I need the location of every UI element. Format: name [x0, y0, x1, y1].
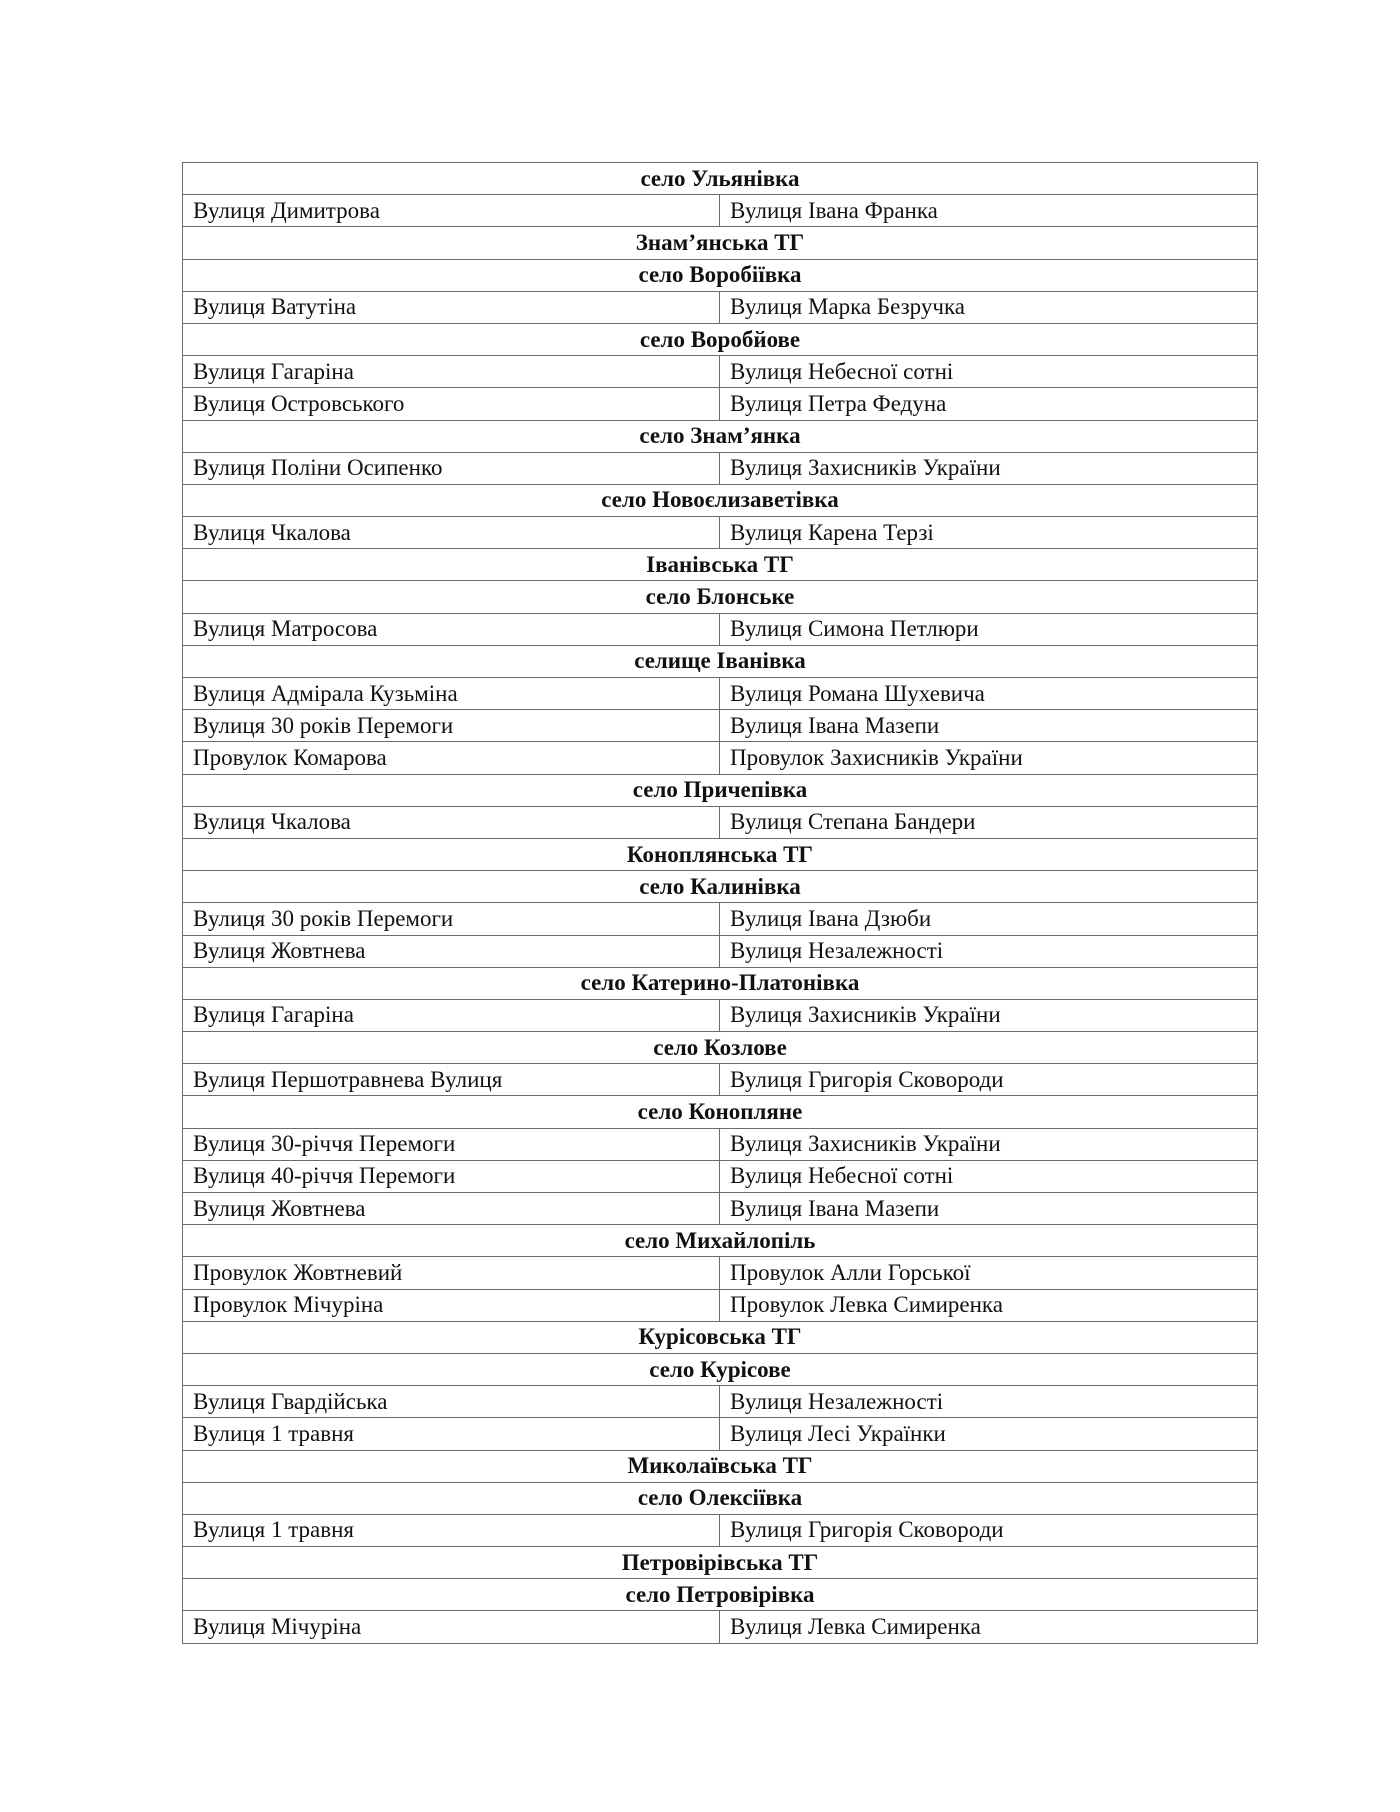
new-street-name: Вулиця Левка Симиренка — [720, 1611, 1258, 1643]
old-street-name: Вулиця Димитрова — [183, 195, 720, 227]
old-street-name: Вулиця 30 років Перемоги — [183, 903, 720, 935]
table-row — [183, 1418, 1258, 1450]
old-street-name: Провулок Комарова — [183, 742, 720, 774]
table-row — [183, 1257, 1258, 1289]
section-heading: Знам’янська ТГ — [183, 227, 1258, 259]
section-heading-row — [183, 1482, 1258, 1514]
section-heading: село Катерино-Платонівка — [183, 967, 1258, 999]
table-body — [183, 163, 1258, 1644]
old-street-name: Вулиця Ватутіна — [183, 291, 720, 323]
section-heading: село Воробіївка — [183, 259, 1258, 291]
new-street-name: Вулиця Івана Франка — [720, 195, 1258, 227]
old-street-name: Вулиця Чкалова — [183, 806, 720, 838]
old-street-name: Провулок Мічуріна — [183, 1289, 720, 1321]
section-heading: село Калинівка — [183, 871, 1258, 903]
section-heading-row — [183, 1032, 1258, 1064]
new-street-name: Вулиця Марка Безручка — [720, 291, 1258, 323]
new-street-name: Вулиця Симона Петлюри — [720, 613, 1258, 645]
new-street-name: Вулиця Небесної сотні — [720, 356, 1258, 388]
section-heading: село Конопляне — [183, 1096, 1258, 1128]
new-street-name: Вулиця Захисників України — [720, 452, 1258, 484]
old-street-name: Вулиця 1 травня — [183, 1514, 720, 1546]
section-heading: село Воробйове — [183, 323, 1258, 355]
section-heading: Коноплянська ТГ — [183, 838, 1258, 870]
section-heading-row — [183, 323, 1258, 355]
section-heading: Миколаївська ТГ — [183, 1450, 1258, 1482]
section-heading-row — [183, 1096, 1258, 1128]
table-row — [183, 1611, 1258, 1643]
section-heading-row — [183, 838, 1258, 870]
new-street-name: Вулиця Степана Бандери — [720, 806, 1258, 838]
new-street-name: Вулиця Незалежності — [720, 935, 1258, 967]
old-street-name: Вулиця Поліни Осипенко — [183, 452, 720, 484]
old-street-name: Вулиця Адмірала Кузьміна — [183, 678, 720, 710]
table-row — [183, 1128, 1258, 1160]
section-heading: селище Іванівка — [183, 645, 1258, 677]
section-heading-row — [183, 420, 1258, 452]
section-heading-row — [183, 1225, 1258, 1257]
table-row — [183, 1514, 1258, 1546]
old-street-name: Вулиця Гагаріна — [183, 356, 720, 388]
section-heading-row — [183, 645, 1258, 677]
new-street-name: Провулок Алли Горської — [720, 1257, 1258, 1289]
new-street-name: Провулок Захисників України — [720, 742, 1258, 774]
table-row — [183, 903, 1258, 935]
table-row — [183, 1064, 1258, 1096]
old-street-name: Вулиця Гвардійська — [183, 1386, 720, 1418]
old-street-name: Вулиця 40-річчя Перемоги — [183, 1160, 720, 1192]
old-street-name: Вулиця 30 років Перемоги — [183, 710, 720, 742]
section-heading-row — [183, 1353, 1258, 1385]
new-street-name: Вулиця Григорія Сковороди — [720, 1064, 1258, 1096]
table-row — [183, 742, 1258, 774]
section-heading-row — [183, 871, 1258, 903]
old-street-name: Вулиця Гагаріна — [183, 999, 720, 1031]
section-heading: село Курісове — [183, 1353, 1258, 1385]
table-row — [183, 1386, 1258, 1418]
table-row — [183, 291, 1258, 323]
new-street-name: Вулиця Захисників України — [720, 1128, 1258, 1160]
old-street-name: Вулиця Островського — [183, 388, 720, 420]
new-street-name: Вулиця Небесної сотні — [720, 1160, 1258, 1192]
new-street-name: Вулиця Захисників України — [720, 999, 1258, 1031]
old-street-name: Вулиця Жовтнева — [183, 1193, 720, 1225]
old-street-name: Провулок Жовтневий — [183, 1257, 720, 1289]
old-street-name: Вулиця Жовтнева — [183, 935, 720, 967]
new-street-name: Вулиця Івана Дзюби — [720, 903, 1258, 935]
section-heading-row — [183, 259, 1258, 291]
new-street-name: Вулиця Карена Терзі — [720, 517, 1258, 549]
section-heading: село Петровірівка — [183, 1579, 1258, 1611]
new-street-name: Вулиця Григорія Сковороди — [720, 1514, 1258, 1546]
table-row — [183, 935, 1258, 967]
new-street-name: Вулиця Івана Мазепи — [720, 1193, 1258, 1225]
section-heading-row — [183, 1547, 1258, 1579]
section-heading: Петровірівська ТГ — [183, 1547, 1258, 1579]
table-row — [183, 356, 1258, 388]
section-heading: Курісовська ТГ — [183, 1321, 1258, 1353]
section-heading: Іванівська ТГ — [183, 549, 1258, 581]
old-street-name: Вулиця 30-річчя Перемоги — [183, 1128, 720, 1160]
new-street-name: Вулиця Романа Шухевича — [720, 678, 1258, 710]
section-heading-row — [183, 163, 1258, 195]
table-row — [183, 999, 1258, 1031]
old-street-name: Вулиця Мічуріна — [183, 1611, 720, 1643]
section-heading: село Ульянівка — [183, 163, 1258, 195]
section-heading-row — [183, 1579, 1258, 1611]
section-heading-row — [183, 227, 1258, 259]
section-heading-row — [183, 1450, 1258, 1482]
table-row — [183, 710, 1258, 742]
new-street-name: Провулок Левка Симиренка — [720, 1289, 1258, 1321]
table-row — [183, 1160, 1258, 1192]
old-street-name: Вулиця Першотравнева Вулиця — [183, 1064, 720, 1096]
new-street-name: Вулиця Івана Мазепи — [720, 710, 1258, 742]
old-street-name: Вулиця 1 травня — [183, 1418, 720, 1450]
section-heading-row — [183, 774, 1258, 806]
old-street-name: Вулиця Матросова — [183, 613, 720, 645]
street-renaming-table — [182, 162, 1258, 1644]
table-row — [183, 1289, 1258, 1321]
old-street-name: Вулиця Чкалова — [183, 517, 720, 549]
section-heading: село Новоєлизаветівка — [183, 484, 1258, 516]
table-row — [183, 806, 1258, 838]
section-heading: село Козлове — [183, 1032, 1258, 1064]
table-row — [183, 452, 1258, 484]
section-heading: село Михайлопіль — [183, 1225, 1258, 1257]
section-heading-row — [183, 967, 1258, 999]
section-heading: село Олексіївка — [183, 1482, 1258, 1514]
section-heading: село Блонське — [183, 581, 1258, 613]
section-heading: село Знам’янка — [183, 420, 1258, 452]
new-street-name: Вулиця Петра Федуна — [720, 388, 1258, 420]
table-row — [183, 1193, 1258, 1225]
table-row — [183, 195, 1258, 227]
section-heading-row — [183, 484, 1258, 516]
table-row — [183, 613, 1258, 645]
table-row — [183, 517, 1258, 549]
section-heading: село Причепівка — [183, 774, 1258, 806]
section-heading-row — [183, 549, 1258, 581]
table-row — [183, 388, 1258, 420]
new-street-name: Вулиця Лесі Українки — [720, 1418, 1258, 1450]
section-heading-row — [183, 1321, 1258, 1353]
section-heading-row — [183, 581, 1258, 613]
new-street-name: Вулиця Незалежності — [720, 1386, 1258, 1418]
table-row — [183, 678, 1258, 710]
